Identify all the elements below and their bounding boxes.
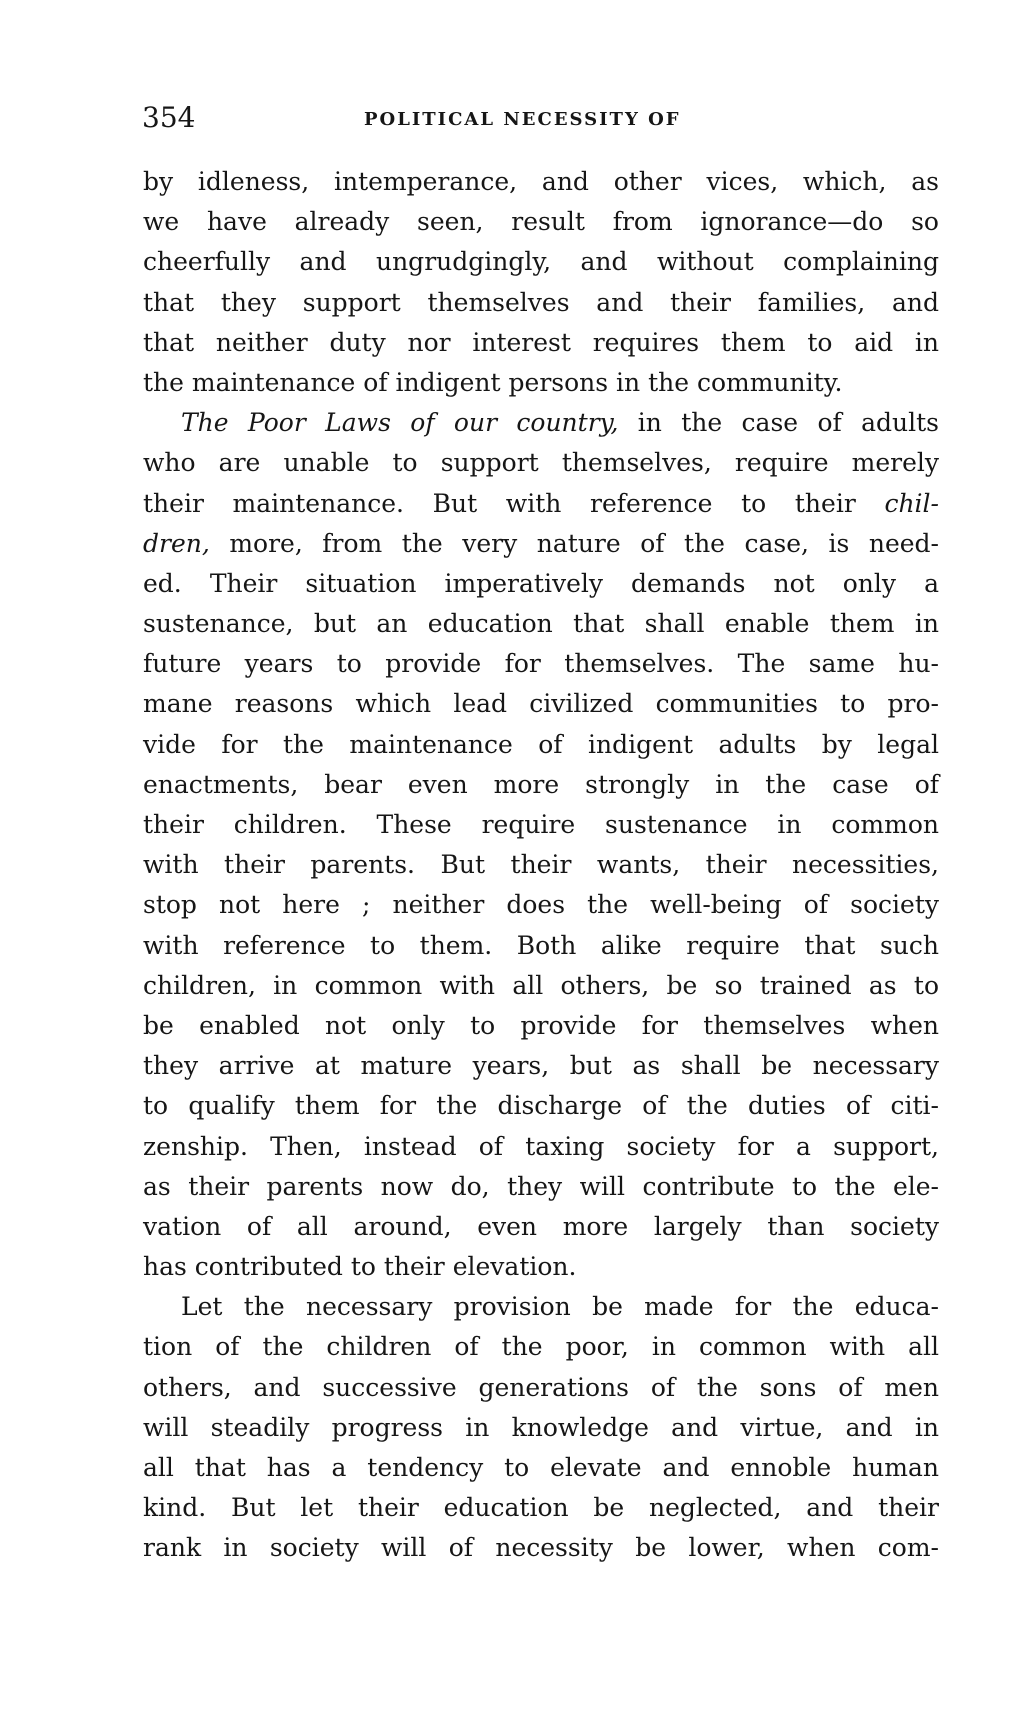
running-title: POLITICAL NECESSITY OF [364,109,681,130]
text-line-19: stop not here ; neither does the well-being of society [143,890,939,920]
text-line-18: with their parents. But their wants, their necessities, [143,850,939,880]
text-line-14: mane reasons which lead civilized communities to pro- [143,689,939,719]
text-line-25: zenship. Then, instead of taxing society for a support, [143,1131,939,1161]
text-line-4: that they support themselves and their families, and [143,287,939,317]
text-line-8: who are unable to support themselves, require merely [143,448,939,478]
body-text [143,162,939,1569]
text-line-3: cheerfully and ungrudgingly, and without complaining [143,247,939,277]
text-line-15: vide for the maintenance of indigent adults by legal [143,729,939,759]
text-line-7: The Poor Laws of our country, in the case of adults [181,408,939,438]
running-head [142,101,942,144]
text-line-31: others, and successive generations of the sons of men [143,1372,939,1402]
text-line-32: will steadily progress in knowledge and virtue, and in [143,1412,939,1442]
text-line-17: their children. These require sustenance in common [143,810,939,839]
text-line-13: future years to provide for themselves. The same hu- [143,649,939,679]
text-line-35: rank in society will of necessity be lower, when com- [143,1533,939,1563]
text-line-2: we have already seen, result from ignorance—do so [143,207,939,237]
children-italic-start: chil- [884,488,939,518]
text-line-9: their maintenance. But with reference to their chil- [143,488,939,518]
text-line-33: all that has a tendency to elevate and ennoble human [143,1453,939,1482]
text-line-27: vation of all around, even more largely than society [143,1211,939,1241]
text-line-23: they arrive at mature years, but as shall be necessary [143,1051,939,1081]
children-italic-end: dren, [143,528,210,558]
text-line-30: tion of the children of the poor, in common with all [143,1332,939,1362]
text-line-12: sustenance, but an education that shall enable them in [143,609,939,639]
text-line-22: be enabled not only to provide for themselves when [143,1010,939,1040]
text-line-5: that neither duty nor interest requires them to aid in [143,327,939,357]
text-line-10: dren, more, from the very nature of the case, is need- [143,528,939,558]
text-line-1: by idleness, intemperance, and other vices, which, as [143,167,939,196]
text-line-29: Let the necessary provision be made for the educa- [181,1292,939,1322]
text-line-26: as their parents now do, they will contribute to the ele- [143,1171,939,1201]
text-line-16: enactments, bear even more strongly in the case of [143,769,939,799]
poor-laws-italic: The Poor Laws of our country, [181,408,619,438]
text-line-24: to qualify them for the discharge of the duties of citi- [143,1091,939,1121]
text-line-11: ed. Their situation imperatively demands not only a [143,568,939,598]
page-number: 354 [142,101,196,134]
text-line-34: kind. But let their education be neglected, and their [143,1493,939,1523]
text-line-20: with reference to them. Both alike require that such [143,930,939,960]
text-line-21: children, in common with all others, be so trained as to [143,970,939,1000]
text-line-6: the maintenance of indigent persons in the community. [143,367,843,397]
text-line-28: has contributed to their elevation. [143,1252,577,1282]
